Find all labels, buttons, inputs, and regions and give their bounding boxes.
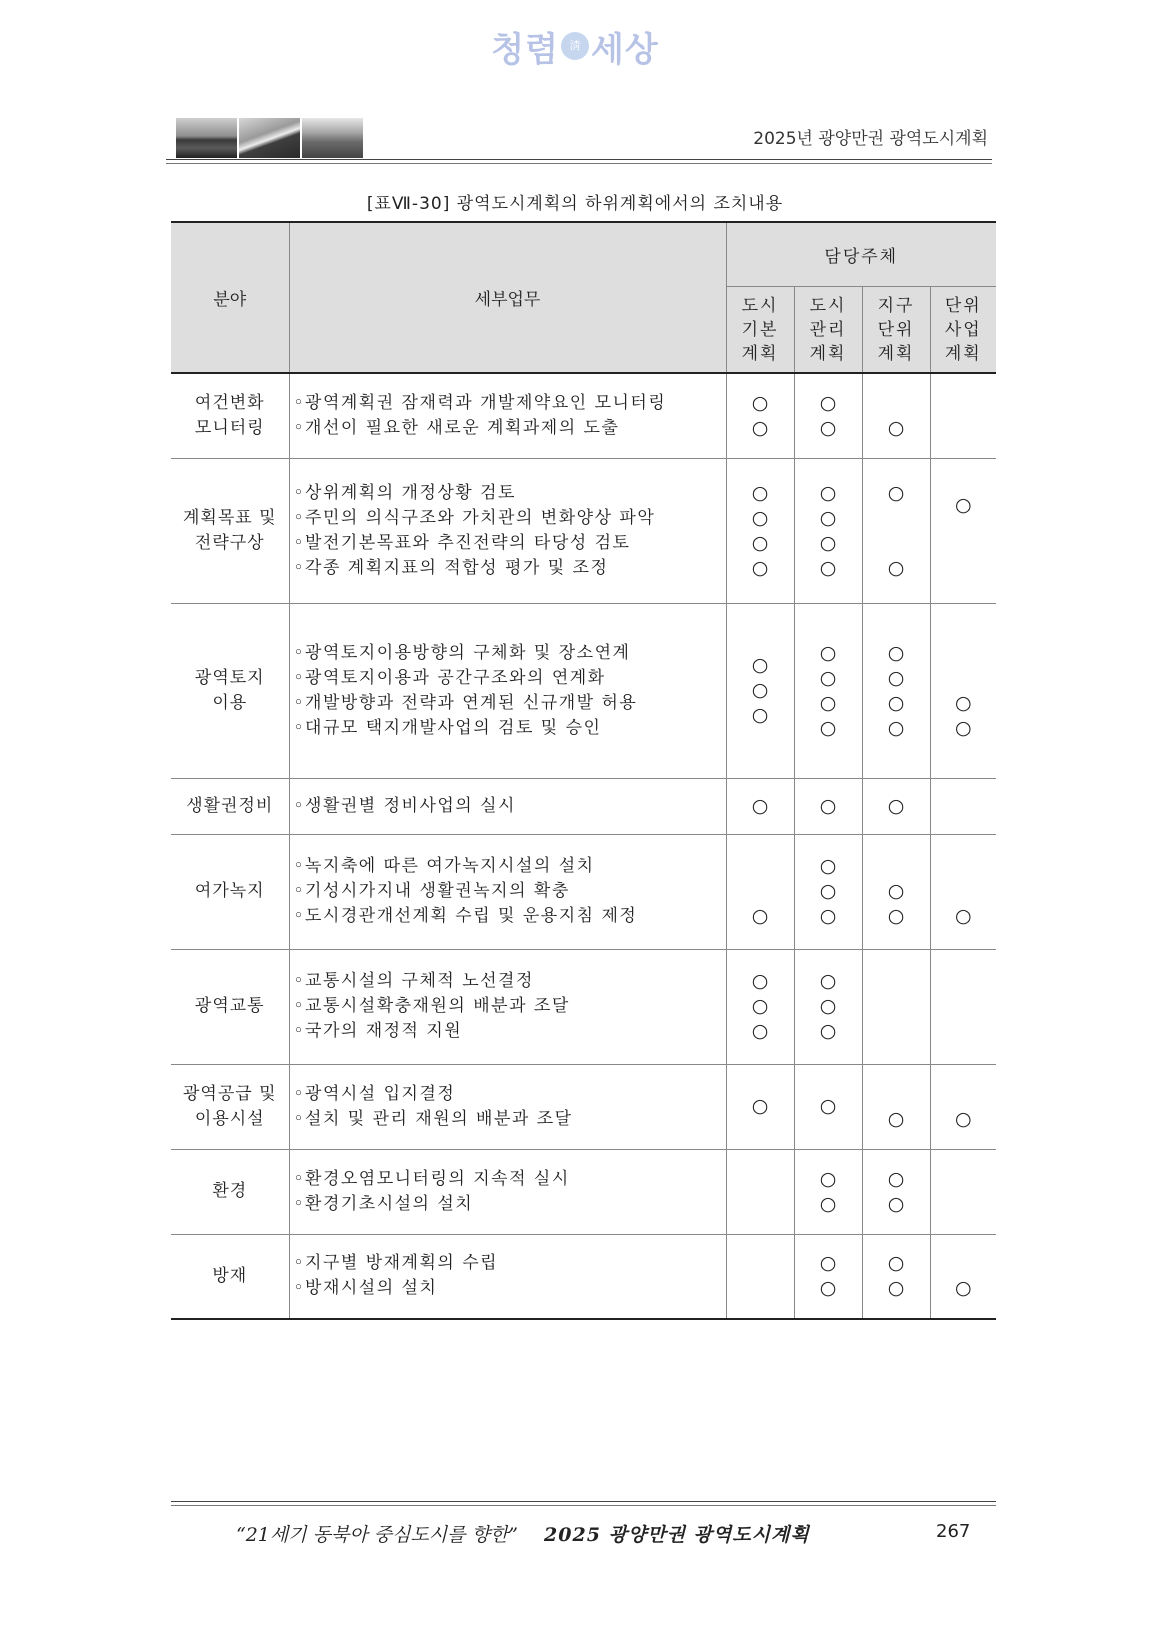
responsibility-mark: ○ (819, 1167, 837, 1190)
row-category (171, 1149, 289, 1234)
task-item: ◦개발방향과 전략과 연계된 신규개발 허용 (293, 692, 638, 713)
table-row (171, 458, 996, 603)
responsibility-mark: ○ (887, 1277, 905, 1300)
row-tasks (289, 834, 726, 949)
responsibility-mark: ○ (751, 679, 769, 701)
page-number: 267 (936, 1521, 971, 1542)
responsibility-mark: ○ (887, 880, 905, 902)
header-task (289, 222, 726, 373)
responsibility-cell (726, 603, 794, 778)
responsibility-mark: ○ (751, 704, 769, 726)
responsibility-mark: ○ (751, 1020, 769, 1042)
table-row (171, 1234, 996, 1319)
footer-rule-thin (171, 1505, 996, 1506)
responsibility-mark: ○ (887, 666, 905, 689)
responsibility-cell (930, 949, 996, 1064)
row-tasks (289, 603, 726, 778)
header-plan-type-line: 기본 (741, 319, 779, 340)
row-category-line: 방재 (212, 1265, 248, 1286)
responsibility-mark: ○ (887, 1167, 905, 1190)
header-plan-type-line: 계획 (809, 343, 847, 364)
responsibility-cell (726, 458, 794, 603)
responsibility-mark: ○ (819, 416, 837, 439)
responsibility-mark: ○ (887, 716, 905, 739)
responsibility-mark: ○ (819, 995, 837, 1017)
footer-slogan: “21세기 동북아 중심도시를 향한” (236, 1524, 518, 1546)
responsibility-mark: ○ (954, 1277, 972, 1300)
task-item: ◦기성시가지내 생활권녹지의 확충 (293, 881, 570, 901)
table-row (171, 949, 996, 1064)
row-category-line: 광역토지 (194, 667, 265, 688)
task-item: ◦광역계획권 잠재력과 개발제약요인 모니터링 (293, 392, 667, 413)
task-item: ◦생활권별 정비사업의 실시 (293, 795, 516, 816)
row-category-line: 모니터링 (194, 417, 265, 438)
task-item: ◦환경기초시설의 설치 (293, 1193, 474, 1214)
table-caption: [표Ⅶ-30] 광역도시계획의 하위계획에서의 조치내용 (366, 194, 784, 214)
responsibility-mark: ○ (887, 416, 905, 439)
responsibility-cell (862, 603, 930, 778)
responsibility-cell (930, 778, 996, 834)
header-responsible (726, 222, 996, 287)
responsibility-mark: ○ (751, 654, 769, 676)
header-plan-type (930, 287, 996, 374)
header-plan-type-line: 관리 (809, 319, 847, 340)
responsibility-mark: ○ (819, 391, 837, 414)
responsibility-cell (930, 1064, 996, 1149)
header-logo (490, 20, 660, 72)
header-plan-type (862, 287, 930, 374)
responsibility-cell (794, 1234, 862, 1319)
header-task-label: 세부업무 (474, 290, 541, 310)
running-title: 2025년 광양만권 광역도시계획 (753, 129, 988, 149)
responsibility-mark: ○ (887, 794, 905, 817)
responsibility-cell (794, 1064, 862, 1149)
responsibility-cell (726, 1064, 794, 1149)
row-category (171, 949, 289, 1064)
header-plan-type-line: 도시 (809, 295, 847, 316)
header-plan-type-line: 계획 (741, 343, 779, 364)
responsibility-mark: ○ (819, 641, 837, 664)
task-item: ◦주민의 의식구조와 가치관의 변화양상 파악 (293, 507, 656, 528)
task-item: ◦광역시설 입지결정 (293, 1083, 456, 1104)
row-category (171, 373, 289, 458)
responsibility-mark: ○ (819, 716, 837, 739)
header-plan-type-line: 계획 (944, 343, 982, 364)
task-item: ◦발전기본목표와 추진전략의 타당성 검토 (293, 532, 631, 553)
header-photo-3 (302, 118, 363, 158)
responsibility-cell (862, 1234, 930, 1319)
responsibility-mark: ○ (887, 641, 905, 664)
responsibility-mark: ○ (751, 905, 769, 927)
responsibility-mark: ○ (819, 1252, 837, 1275)
task-item: ◦상위계획의 개정상황 검토 (293, 482, 516, 503)
responsibility-mark: ○ (887, 1107, 905, 1130)
responsibility-mark: ○ (751, 506, 769, 529)
responsibility-mark: ○ (819, 1277, 837, 1300)
responsibility-mark: ○ (954, 1107, 972, 1130)
row-category (171, 1234, 289, 1319)
responsibility-mark: ○ (887, 556, 905, 579)
table-row (171, 778, 996, 834)
task-item: ◦방재시설의 설치 (293, 1278, 438, 1299)
task-item: ◦설치 및 관리 재원의 배분과 조달 (293, 1108, 573, 1129)
responsibility-mark: ○ (954, 905, 972, 927)
responsibility-cell (794, 949, 862, 1064)
responsibility-mark: ○ (819, 556, 837, 579)
row-category-line: 이용시설 (194, 1108, 265, 1129)
header-photo-1 (176, 118, 237, 158)
responsibility-cell (862, 373, 930, 458)
responsibility-cell (726, 778, 794, 834)
row-category-line: 광역교통 (194, 996, 265, 1016)
task-item: ◦환경오염모니터링의 지속적 실시 (293, 1168, 570, 1189)
responsibility-cell (726, 1149, 794, 1234)
footer (236, 1520, 810, 1547)
row-category-line: 광역공급 및 (182, 1083, 277, 1104)
header-plan-type-line: 단위 (944, 295, 982, 316)
logo-text-left: 청렴 (491, 29, 559, 70)
responsibility-cell (862, 778, 930, 834)
task-item: ◦개선이 필요한 새로운 계획과제의 도출 (293, 417, 620, 438)
row-category (171, 1064, 289, 1149)
measures-table (171, 221, 996, 1320)
responsibility-mark: ○ (819, 1192, 837, 1215)
task-item: ◦교통시설의 구체적 노선결정 (293, 971, 534, 991)
row-tasks (289, 458, 726, 603)
responsibility-mark: ○ (954, 716, 972, 739)
row-tasks (289, 778, 726, 834)
responsibility-cell (862, 458, 930, 603)
task-item: ◦광역토지이용과 공간구조와의 연계화 (293, 667, 606, 688)
responsibility-mark: ○ (887, 1252, 905, 1275)
logo-emblem-icon: 淸 (561, 32, 589, 60)
responsibility-cell (726, 834, 794, 949)
responsibility-cell (794, 458, 862, 603)
responsibility-cell (862, 949, 930, 1064)
responsibility-mark: ○ (819, 481, 837, 504)
responsibility-mark: ○ (819, 1095, 837, 1117)
row-category (171, 834, 289, 949)
responsibility-mark: ○ (751, 556, 769, 579)
row-category-line: 생활권정비 (186, 795, 274, 816)
responsibility-mark: ○ (887, 691, 905, 714)
task-item: ◦지구별 방재계획의 수립 (293, 1253, 499, 1274)
responsibility-mark: ○ (819, 880, 837, 902)
row-category (171, 778, 289, 834)
responsibility-cell (930, 458, 996, 603)
header-category (171, 222, 289, 373)
table-row (171, 1064, 996, 1149)
row-category-line: 여가녹지 (194, 881, 265, 901)
responsibility-mark: ○ (819, 1020, 837, 1042)
row-tasks (289, 949, 726, 1064)
responsibility-mark: ○ (819, 794, 837, 817)
responsibility-mark: ○ (819, 691, 837, 714)
row-tasks (289, 373, 726, 458)
responsibility-mark: ○ (751, 970, 769, 992)
row-category-line: 환경 (212, 1181, 248, 1201)
responsibility-cell (726, 1234, 794, 1319)
responsibility-cell (794, 1149, 862, 1234)
task-item: ◦교통시설확충재원의 배분과 조달 (293, 996, 570, 1016)
row-tasks (289, 1234, 726, 1319)
responsibility-cell (862, 1064, 930, 1149)
task-item: ◦광역토지이용방향의 구체화 및 장소연계 (293, 642, 631, 663)
task-item: ◦국가의 재정적 지원 (293, 1021, 463, 1041)
footer-plan-title: 2025 광양만권 광역도시계획 (544, 1524, 810, 1546)
task-item: ◦도시경관개선계획 수립 및 운용지침 제정 (293, 906, 638, 926)
responsibility-mark: ○ (887, 905, 905, 927)
responsibility-cell (930, 373, 996, 458)
footer-rule (171, 1501, 996, 1502)
responsibility-mark: ○ (819, 905, 837, 927)
responsibility-mark: ○ (751, 481, 769, 504)
header-plan-type-line: 지구 (877, 295, 915, 316)
responsibility-cell (794, 603, 862, 778)
responsibility-cell (930, 834, 996, 949)
responsibility-mark: ○ (751, 391, 769, 414)
responsibility-mark: ○ (751, 1095, 769, 1117)
table-row (171, 1149, 996, 1234)
task-item: ◦대규모 택지개발사업의 검토 및 승인 (293, 717, 602, 738)
responsibility-cell (726, 373, 794, 458)
responsibility-cell (930, 1234, 996, 1319)
row-category (171, 603, 289, 778)
row-category (171, 458, 289, 603)
row-category-line: 이용 (212, 692, 248, 713)
header-plan-type-line: 계획 (877, 343, 915, 364)
responsibility-cell (726, 949, 794, 1064)
responsibility-cell (794, 834, 862, 949)
responsibility-cell (794, 373, 862, 458)
responsibility-cell (862, 834, 930, 949)
task-item: ◦녹지축에 따른 여가녹지시설의 설치 (293, 856, 595, 876)
responsibility-cell (930, 603, 996, 778)
header-plan-type-line: 단위 (877, 319, 915, 340)
table-row (171, 603, 996, 778)
table-row (171, 834, 996, 949)
responsibility-cell (794, 778, 862, 834)
header-plan-type-line: 도시 (741, 295, 779, 316)
logo-text-right: 세상 (591, 29, 659, 70)
responsibility-mark: ○ (887, 1192, 905, 1215)
header-plan-type (726, 287, 794, 374)
row-tasks (289, 1064, 726, 1149)
header-rule-thin (166, 163, 992, 164)
header-rule (166, 159, 992, 160)
table-row (171, 373, 996, 458)
header-responsible-label: 담당주체 (824, 247, 899, 267)
row-category-line: 계획목표 및 (182, 507, 277, 528)
header-photo-2 (239, 118, 300, 158)
responsibility-cell (862, 1149, 930, 1234)
responsibility-mark: ○ (819, 666, 837, 689)
responsibility-mark: ○ (954, 494, 972, 516)
responsibility-mark: ○ (751, 794, 769, 817)
row-tasks (289, 1149, 726, 1234)
responsibility-mark: ○ (819, 970, 837, 992)
row-category-line: 전략구상 (194, 532, 265, 553)
responsibility-cell (930, 1149, 996, 1234)
header-photo-strip (176, 118, 363, 158)
header-plan-type-line: 사업 (944, 319, 982, 340)
responsibility-mark: ○ (954, 691, 972, 714)
responsibility-mark: ○ (751, 995, 769, 1017)
task-item: ◦각종 계획지표의 적합성 평가 및 조정 (293, 557, 609, 578)
responsibility-mark: ○ (751, 416, 769, 439)
row-category-line: 여건변화 (194, 392, 265, 413)
header-plan-type (794, 287, 862, 374)
responsibility-mark: ○ (819, 531, 837, 554)
responsibility-mark: ○ (751, 531, 769, 554)
header-category-label: 분야 (213, 290, 247, 310)
responsibility-mark: ○ (819, 855, 837, 877)
responsibility-mark: ○ (819, 506, 837, 529)
responsibility-mark: ○ (887, 481, 905, 504)
